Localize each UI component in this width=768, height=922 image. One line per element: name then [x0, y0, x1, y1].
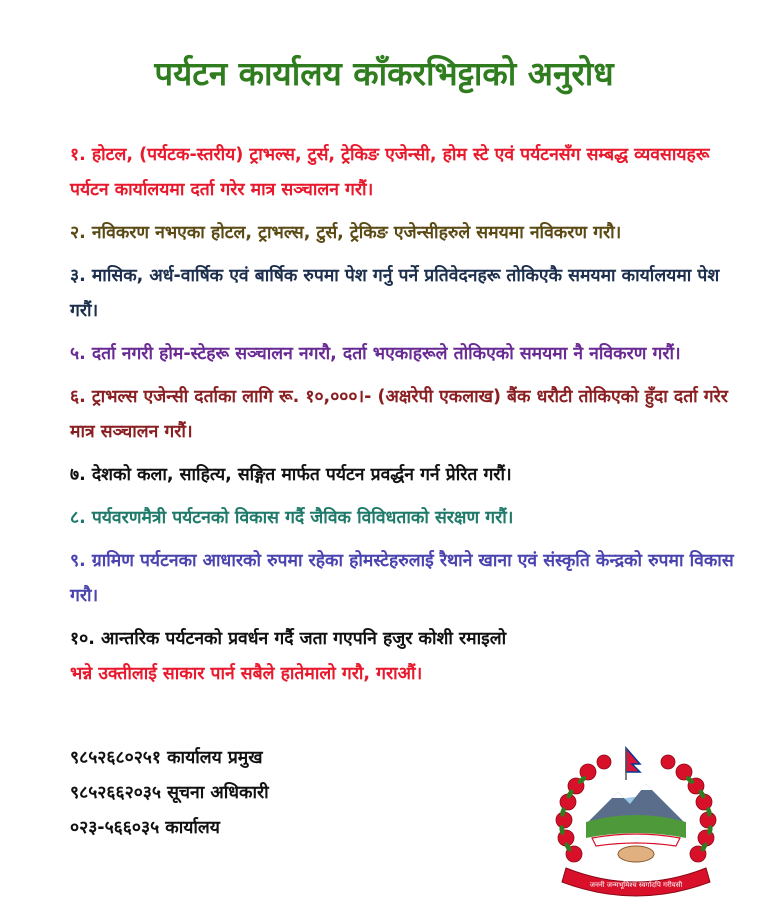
notice-text: ५. दर्ता नगरी होम-स्टेहरू सञ्चालन नगरौ, दर्ता भएकाहरूले तोकिएको समयमा नै नविकरण गरौं।: [70, 344, 681, 364]
notice-item-7: [70, 458, 740, 493]
notice-item-5: [70, 337, 740, 372]
notice-text: १. होटल, (पर्यटक-स्तरीय) ट्राभल्स, टुर्स, ट्रेकिङ एजेन्सी, होम स्टे एवं पर्यटनसँग सम्बद्ध व्यवसायहरू पर्यटन कार्यालयमा दर्ता गरेर मात्र सञ्चालन गरौं।: [70, 145, 710, 200]
notice-item-8: [70, 501, 740, 536]
notice-item-9: [70, 544, 740, 614]
contact-office-chief: ९८५२६८०२५१ कार्यालय प्रमुख: [70, 748, 263, 768]
notice-continuation: भन्ने उक्तीलाई साकार पार्न सबैले हातेमालो गरौ, गराऔं।: [70, 664, 423, 684]
contact-information-officer: ९८५२६६२०३५ सूचना अधिकारी: [70, 783, 269, 803]
notice-text: ३. मासिक, अर्ध-वार्षिक एवं बार्षिक रुपमा पेश गर्नु पर्ने प्रतिवेदनहरू तोकिएकै समयमा कार्यालयमा पेश गरौं।: [70, 266, 720, 321]
notice-item-6: [70, 380, 740, 450]
notice-list: [70, 138, 740, 700]
contact-office: ०२३-५६६०३५ कार्यालय: [70, 818, 220, 838]
notice-item-2: [70, 216, 740, 251]
notice-text: ७. देशको कला, साहित्य, सङ्गित मार्फत पर्यटन प्रवर्द्धन गर्न प्रेरित गरौं।: [70, 465, 512, 485]
svg-text:जननी जन्मभूमिश्च स्वर्गादपि गर: जननी जन्मभूमिश्च स्वर्गादपि गरीयसी: [589, 881, 683, 889]
notice-item-1: [70, 138, 740, 208]
nepal-emblem-icon: [548, 742, 723, 902]
contact-list: [70, 741, 530, 846]
notice-item-3: [70, 259, 740, 329]
page-title: पर्यटन कार्यालय काँकरभिट्टाको अनुरोध: [154, 54, 614, 93]
notice-item-10: [70, 622, 740, 692]
notice-text: १०. आन्तरिक पर्यटनको प्रवर्धन गर्दै जता गएपनि हजुर कोशी रमाइलो: [70, 629, 507, 649]
notice-text: ६. ट्राभल्स एजेन्सी दर्ताका लागि रू. १०,०००।- (अक्षरेपी एकलाख) बैंक धरौटी तोकिएको हुँदा दर्ता गरेर मात्र सञ्चालन गरौं।: [70, 387, 728, 442]
notice-text: ९. ग्रामिण पर्यटनका आधारको रुपमा रहेका होमस्टेहरुलाई रैथाने खाना एवं संस्कृति केन्द्रको रुपमा विकास गरौ।: [70, 551, 734, 606]
notice-text: २. नविकरण नभएका होटल, ट्राभल्स, टुर्स, ट्रेकिङ एजेन्सीहरुले समयमा नविकरण गरौ।: [70, 223, 622, 243]
notice-text: ८. पर्यवरणमैत्री पर्यटनको विकास गर्दै जैविक विविधताको संरक्षण गरौं।: [70, 508, 514, 528]
